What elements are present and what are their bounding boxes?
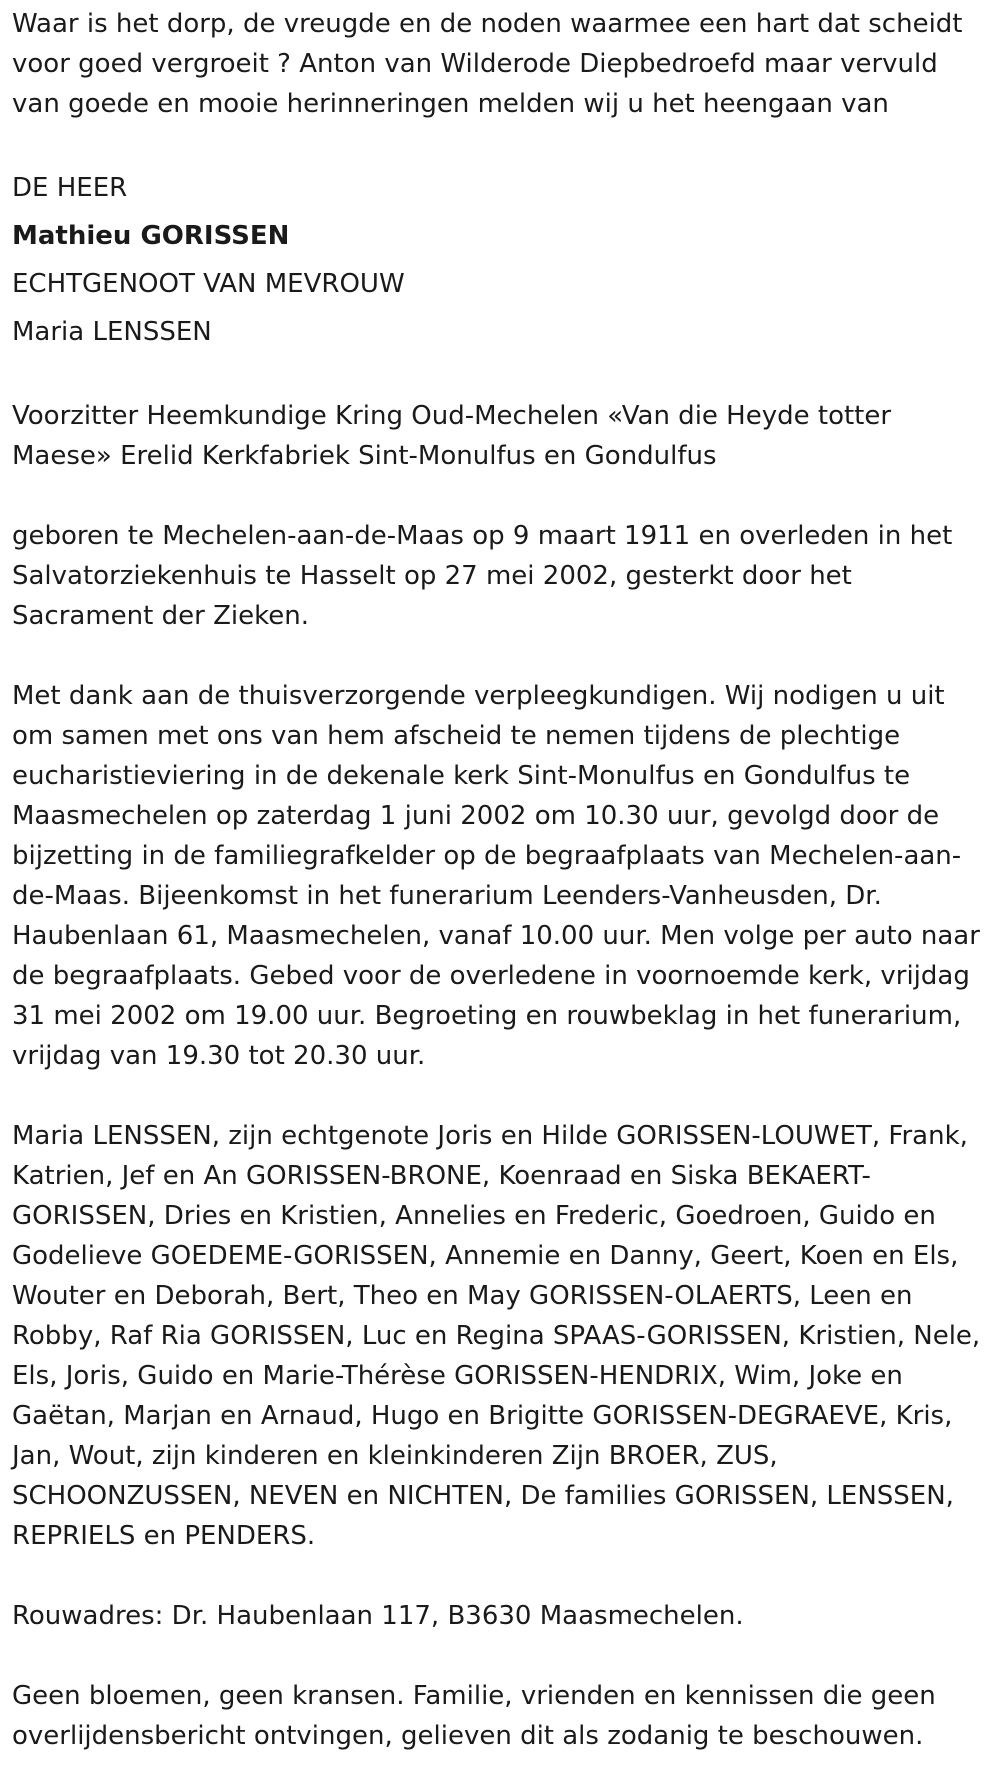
deceased-block (12, 164, 982, 356)
family-paragraph: Maria LENSSEN, zijn echtgenote Joris en Hilde GORISSEN-LOUWET, Frank, Katrien, Jef en An GORISSEN-BRONE, Koenraad en Siska BEKAERT-GORISSEN, Dries en Kristien, Annelies en Frederic, Goedroen, Guido en Godelieve GOEDEME-GORISSEN, Annemie en Danny, Geert, Koen en Els, Wouter en Deborah, Bert, Theo en May GORISSEN-OLAERTS, Leen en Robby, Raf Ria GORISSEN, Luc en Regina SPAAS-GORISSEN, Kristien, Nele, Els, Joris, Guido en Marie-Thérèse GORISSEN-HENDRIX, Wim, Joke en Gaëtan, Marjan en Arnaud, Hugo en Brigitte GORISSEN-DEGRAEVE, Kris, Jan, Wout, zijn kinderen en kleinkinderen Zijn BROER, ZUS, SCHOONZUSSEN, NEVEN en NICHTEN, De families GORISSEN, LENSSEN, REPRIELS en PENDERS. (12, 1121, 981, 1551)
address-paragraph: Rouwadres: Dr. Haubenlaan 117, B3630 Maasmechelen. (12, 1601, 744, 1631)
title-text: DE HEER (12, 173, 128, 203)
spouse-label: ECHTGENOOT VAN MEVROUW (12, 269, 405, 299)
obituary-notice (12, 4, 982, 1756)
birth-death-paragraph: geboren te Mechelen-aan-de-Maas op 9 maart 1911 en overleden in het Salvatorziekenhuis te Hasselt op 27 mei 2002, gesterkt door het Sacrament der Zieken. (12, 521, 953, 631)
ceremony-paragraph: Met dank aan de thuisverzorgende verpleegkundigen. Wij nodigen u uit om samen met ons van hem afscheid te nemen tijdens de plechtige eucharistieviering in de dekenale kerk Sint-Monulfus en Gondulfus te Maasmechelen op zaterdag 1 juni 2002 om 10.30 uur, gevolgd door de bijzetting in de familiegrafkelder op de begraafplaats van Mechelen-aan-de-Maas. Bijeenkomst in het funerarium Leenders-Vanheusden, Dr. Haubenlaan 61, Maasmechelen, vanaf 10.00 uur. Men volge per auto naar de begraafplaats. Gebed voor de overledene in voornoemde kerk, vrijdag 31 mei 2002 om 19.00 uur. Begroeting en rouwbeklag in het funerarium, vrijdag van 19.30 tot 20.30 uur. (12, 681, 980, 1071)
deceased-name: Mathieu GORISSEN (12, 221, 290, 251)
roles-paragraph: Voorzitter Heemkundige Kring Oud-Mechelen «Van die Heyde totter Maese» Erelid Kerkfabriek Sint-Monulfus en Gondulfus (12, 401, 892, 471)
intro-paragraph: Waar is het dorp, de vreugde en de noden waarmee een hart dat scheidt voor goed vergroeit ? Anton van Wilderode Diepbedroefd maar vervuld van goede en mooie herinneringen melden wij u het heengaan van (12, 9, 963, 119)
closing-paragraph: Geen bloemen, geen kransen. Familie, vrienden en kennissen die geen overlijdensbericht ontvingen, gelieven dit als zodanig te beschouwen. (12, 1681, 936, 1751)
spouse-name: Maria LENSSEN (12, 317, 212, 347)
